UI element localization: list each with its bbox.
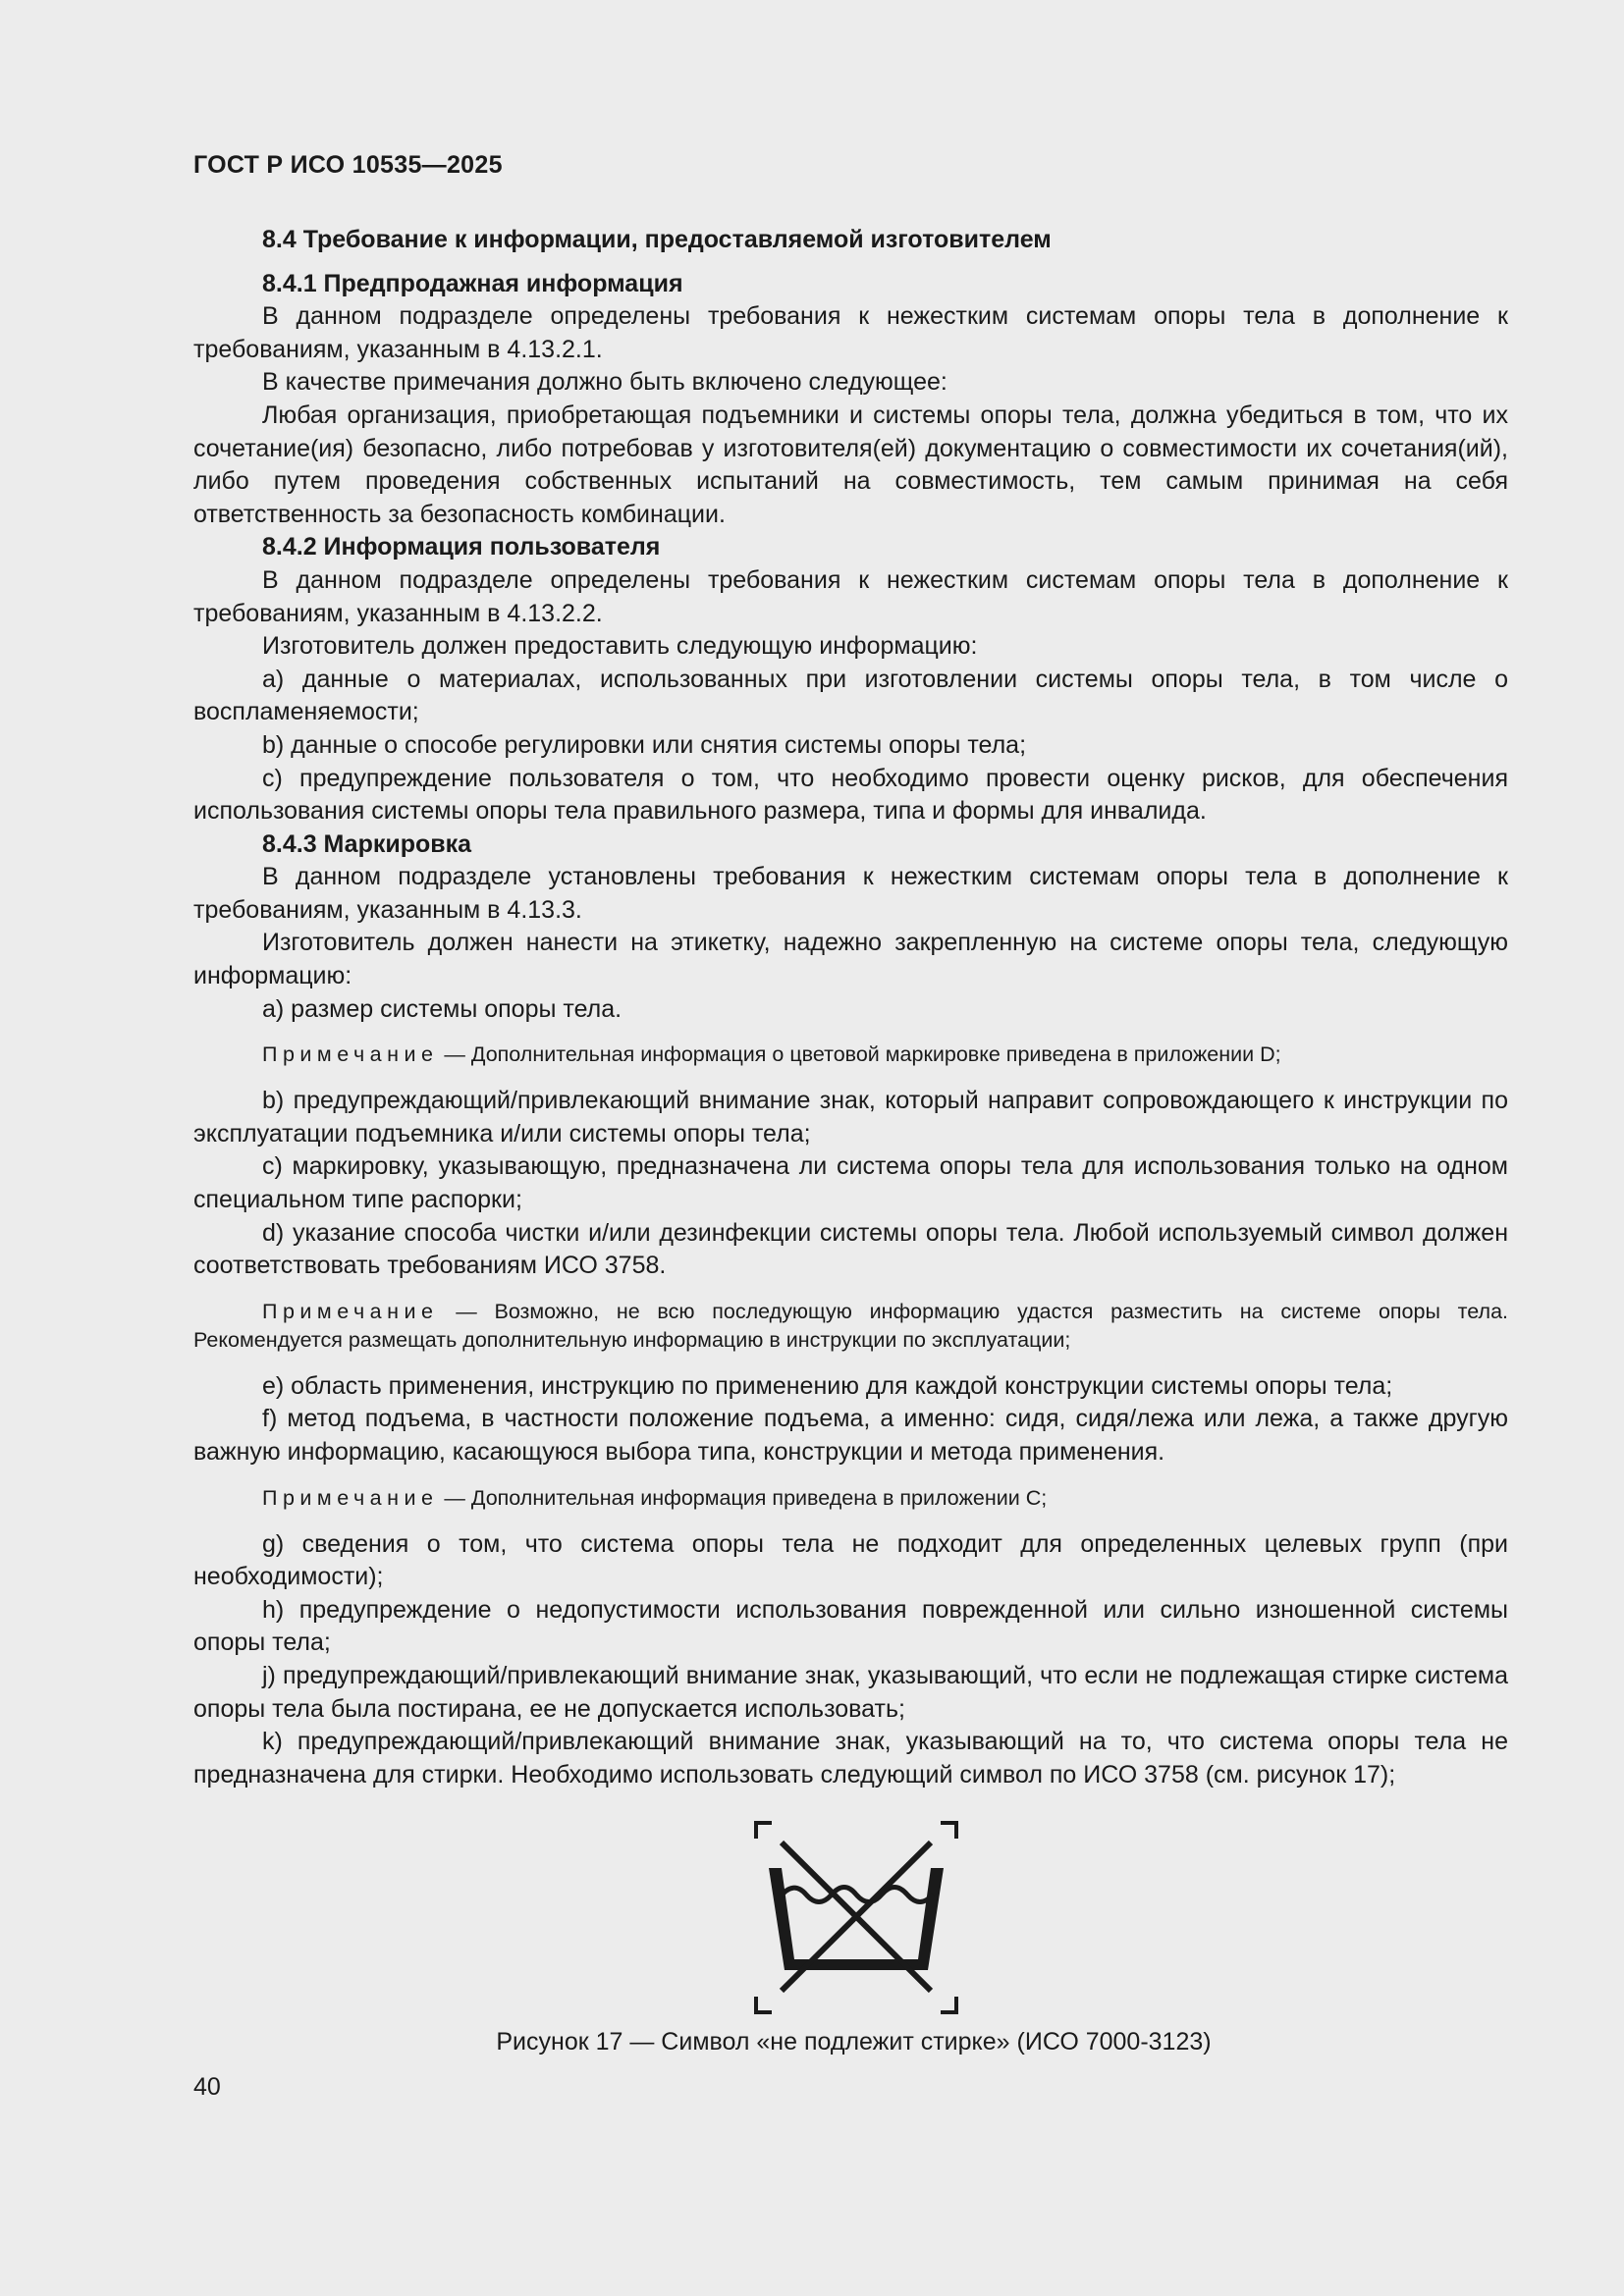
paragraph: Изготовитель должен нанести на этикетку, надежно закрепленную на системе опоры тела, следующую информацию: [193,929,1508,990]
subsection-title-8-4-1: 8.4.1 Предпродажная информация [262,269,683,297]
do-not-wash-icon-graphic [754,1821,958,2014]
paragraph: Изготовитель должен предоставить следующую информацию: [262,632,978,661]
note [193,1484,1508,1513]
subsection-title-8-4-3: 8.4.3 Маркировка [262,829,472,858]
note [193,1298,1508,1355]
document-header: ГОСТ Р ИСО 10535—2025 [193,151,503,179]
paragraph: В данном подразделе установлены требования к нежестким системам опоры тела в дополнение к требованиям, указанным в 4.13.3. [193,863,1508,924]
list-item: b) данные о способе регулировки или снятия системы опоры тела; [262,730,1027,759]
paragraph: В качестве примечания должно быть включено следующее: [262,368,947,397]
list-item: f) метод подъема, в частности положение подъема, а именно: сидя, сидя/лежа или лежа, а также другую важную информацию, касающуюся выбора типа, конструкции и метода применения. [193,1405,1508,1466]
list-item: g) сведения о том, что система опоры тела не подходит для определенных целевых групп (при необходимости); [193,1529,1508,1591]
note-label: Примечание [262,1485,439,1510]
subsection-title-8-4-2: 8.4.2 Информация пользователя [262,533,661,561]
list-item: a) размер системы опоры тела. [262,994,623,1023]
list-item: a) данные о материалах, использованных при изготовлении системы опоры тела, в том числе о воспламеняемости; [193,665,1508,726]
page-number: 40 [193,2073,221,2101]
note-text: — Дополнительная информация приведена в приложении C; [438,1485,1048,1510]
list-item: e) область применения, инструкцию по применению для каждой конструкции системы опоры тела; [262,1371,1393,1400]
list-item: c) предупреждение пользователя о том, что необходимо провести оценку рисков, для обеспечения использования системы опоры тела правильного размера, типа и формы для инвалида. [193,764,1508,826]
document-body [193,224,1508,1791]
note-text: — Дополнительная информация о цветовой маркировке приведена в приложении D; [438,1042,1281,1067]
paragraph: В данном подразделе определены требования к нежестким системам опоры тела в дополнение к требованиям, указанным в 4.13.2.2. [193,565,1508,627]
list-item: h) предупреждение о недопустимости использования поврежденной или сильно изношенной системы опоры тела; [193,1595,1508,1657]
do-not-wash-icon [754,1821,958,2014]
section-title: 8.4 Требование к информации, предоставляемой изготовителем [262,226,1052,253]
note-text: — Возможно, не всю последующую информацию удастся разместить на системе опоры тела. Рекомендуется размещать дополнительную информацию в инструкции по эксплуатации; [193,1299,1508,1352]
note [193,1041,1508,1069]
list-item: b) предупреждающий/привлекающий внимание знак, который направит сопровождающего к инструкции по эксплуатации подъемника и/или системы опоры тела; [193,1087,1508,1148]
note-label: Примечание [262,1042,439,1067]
note-label: Примечание [262,1299,439,1323]
list-item: k) предупреждающий/привлекающий внимание знак, указывающий на то, что система опоры тела не предназначена для стирки. Необходимо использовать следующий символ по ИСО 3758 (см. рисунок 17); [193,1728,1508,1789]
list-item: c) маркировку, указывающую, предназначена ли система опоры тела для использования только на одном специальном типе распорки; [193,1152,1508,1214]
list-item: j) предупреждающий/привлекающий внимание знак, указывающий, что если не подлежащая стирке система опоры тела была постирана, ее не допускается использовать; [193,1661,1508,1723]
figure-caption: Рисунок 17 — Символ «не подлежит стирке» (ИСО 7000-3123) [496,2028,1212,2056]
list-item: d) указание способа чистки и/или дезинфекции системы опоры тела. Любой используемый символ должен соответствовать требованиям ИСО 3758. [193,1218,1508,1280]
paragraph: Любая организация, приобретающая подъемники и системы опоры тела, должна убедиться в том, что их сочетание(ия) безопасно, либо потребовав у изготовителя(ей) документацию о совместимости их сочетания(ий), либо путем проведения собственных испытаний на совместимость, тем самым принимая на себя ответственность за безопасность комбинации. [193,400,1508,528]
paragraph: В данном подразделе определены требования к нежестким системам опоры тела в дополнение к требованиям, указанным в 4.13.2.1. [193,302,1508,363]
